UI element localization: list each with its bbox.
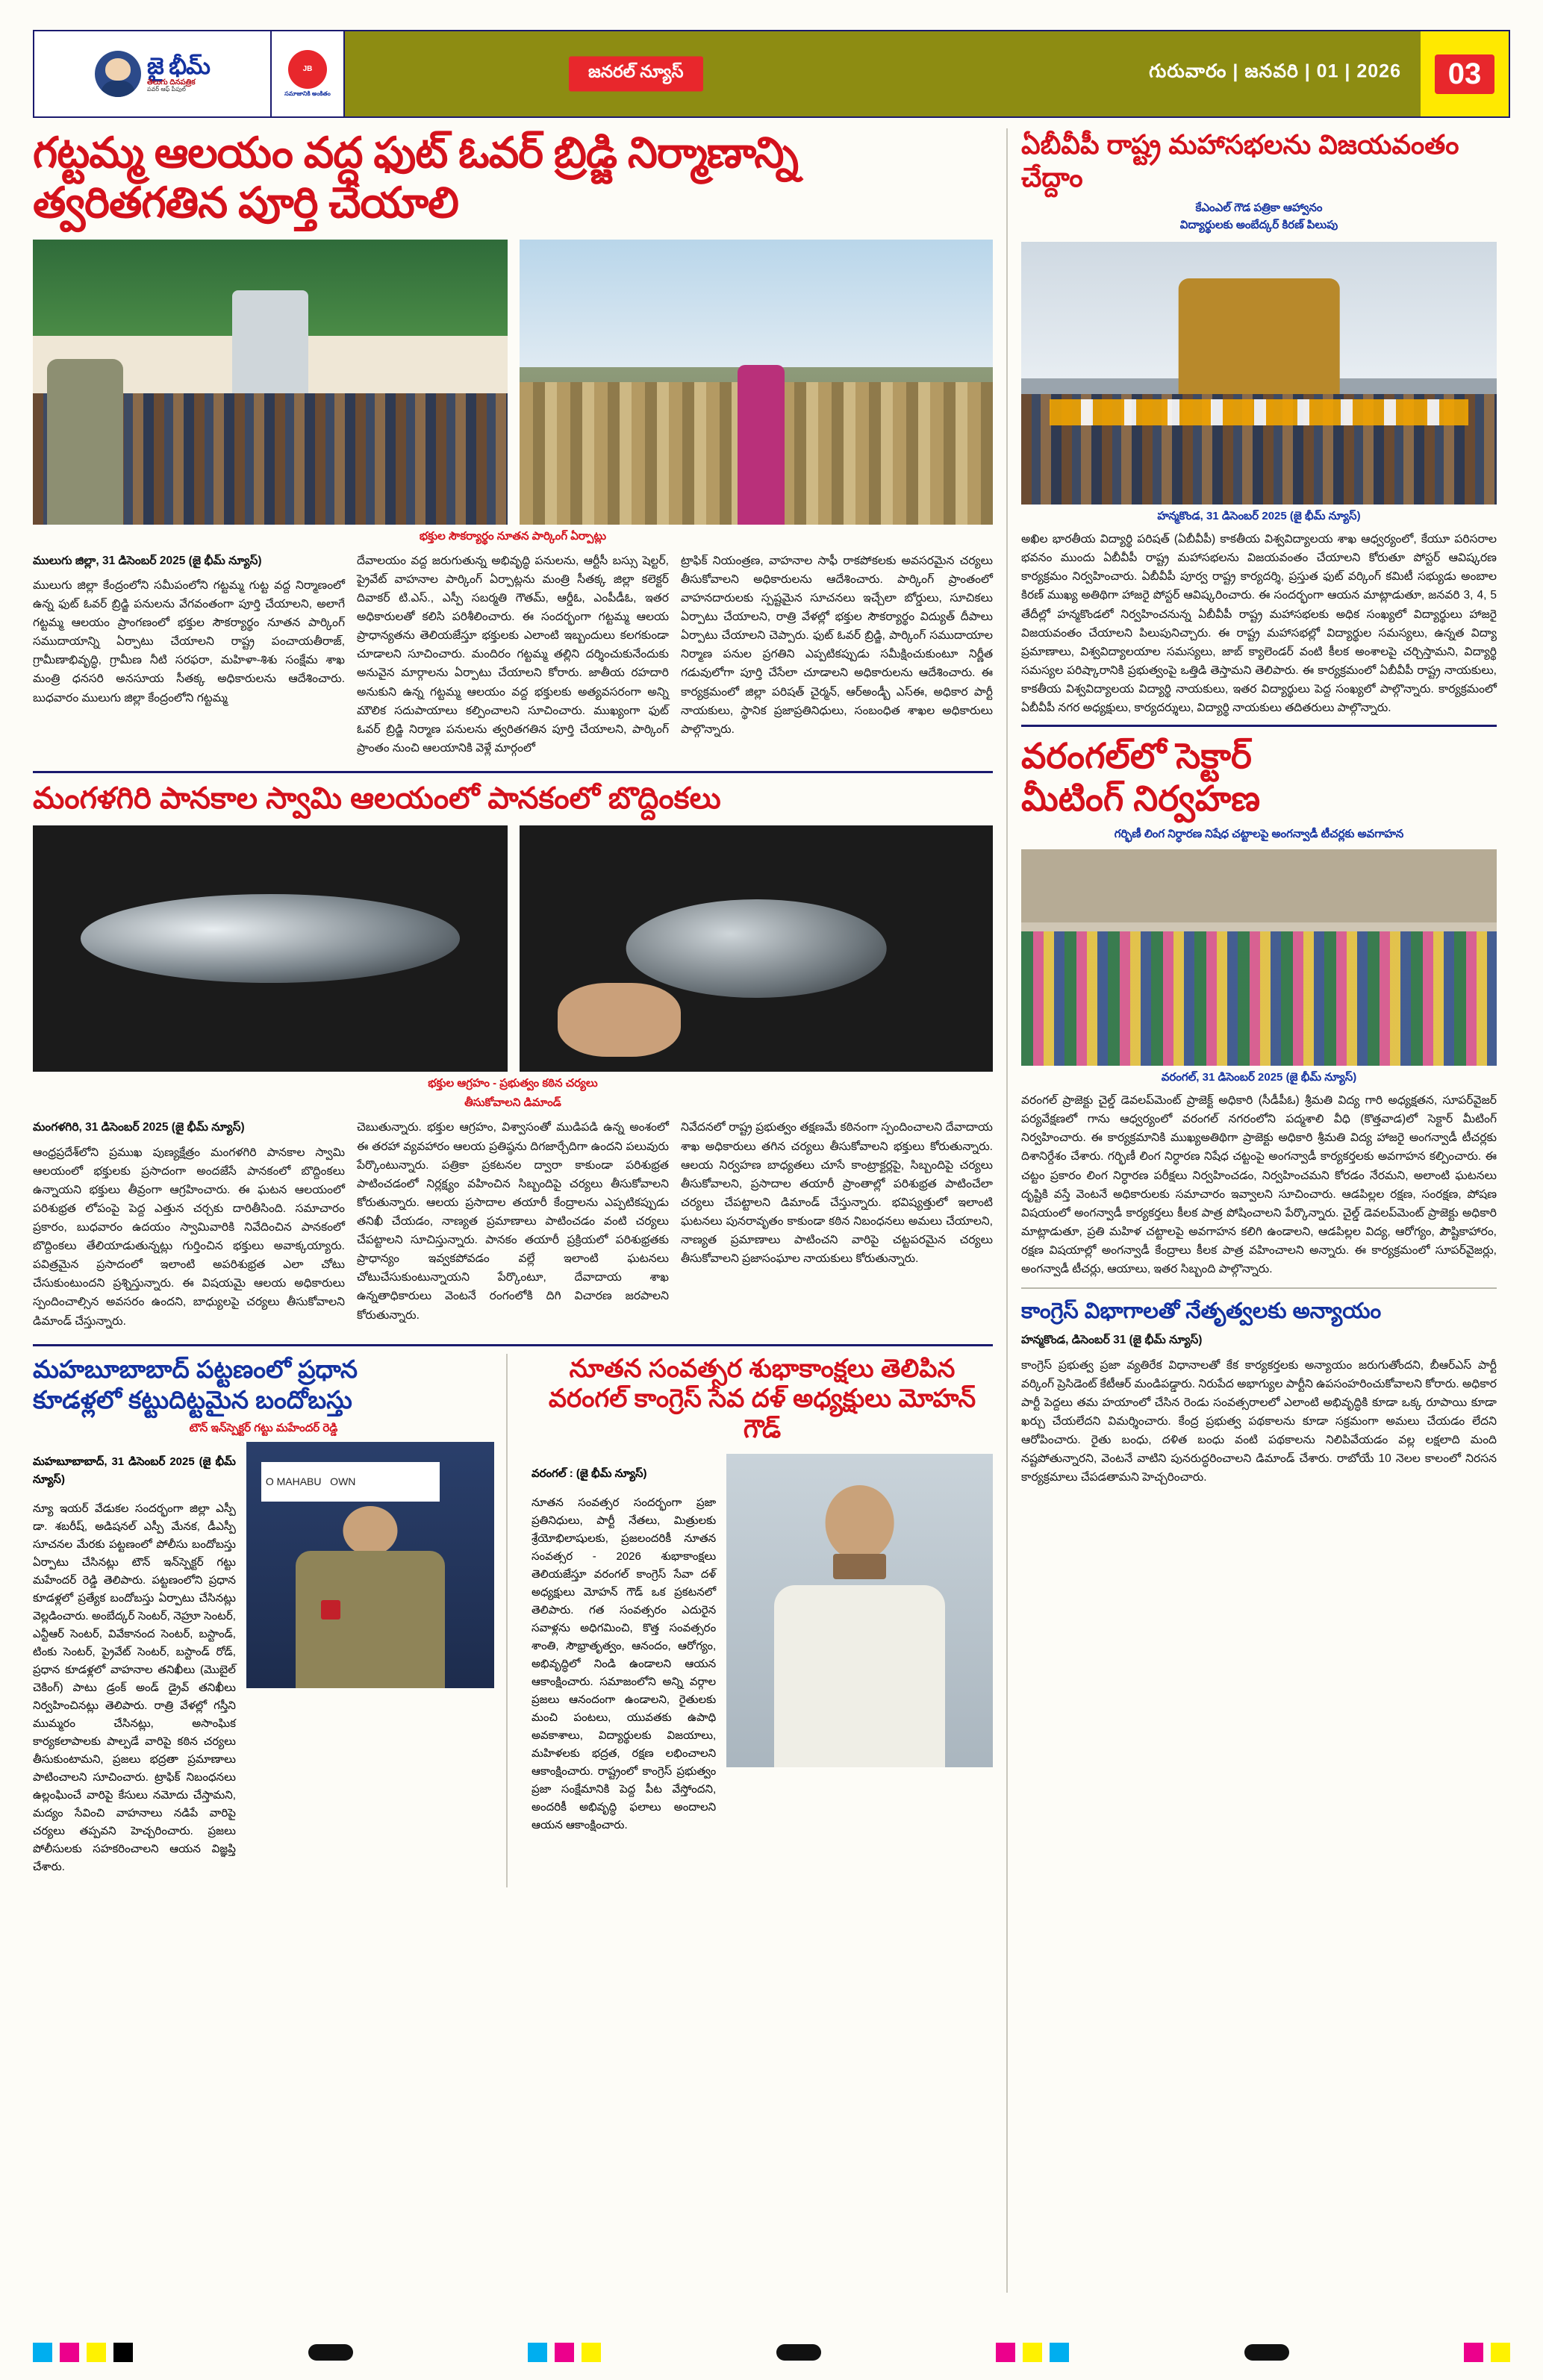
logo-title: జై భీమ్	[147, 53, 210, 80]
divider-3	[1021, 725, 1497, 727]
left-column	[33, 128, 1008, 2293]
cmyk-swatch-cyan-2	[528, 2343, 547, 2362]
warangal-sector-headline-1: వరంగల్‌లో సెక్టార్	[1021, 736, 1252, 776]
cmyk-swatch-yellow-2	[582, 2343, 601, 2362]
section-tag: జనరల్ న్యూస్	[569, 57, 703, 92]
mangalagiri-col-3	[681, 1118, 993, 1336]
mahabubabad-subhead: టౌన్ ఇన్‌స్పెక్టర్ గట్టు మహేందర్ రెడ్డి	[189, 1422, 338, 1435]
lead-col-3	[681, 552, 993, 763]
badge-caption: సమాజానికి అంకితం	[284, 90, 331, 97]
jaibheem-seal-icon: JB	[288, 50, 327, 89]
mangalagiri-caption-1: భక్తుల ఆగ్రహం - ప్రభుత్వం కఠిన చర్యలు	[428, 1076, 598, 1090]
warangal-congress-photo	[726, 1454, 993, 1767]
mangalagiri-dateline: మంగళగిరి, 31 డిసెంబర్ 2025 (జై భీమ్ న్యూస్)	[33, 1121, 245, 1134]
mangalagiri-col-2	[357, 1118, 669, 1336]
mangalagiri-photo-1	[33, 825, 508, 1072]
right-column	[1008, 128, 1497, 2293]
lead-text-3: ట్రాఫిక్ నియంత్రణ, వాహనాల సాఫీ రాకపోకలకు అవసరమైన చర్యలు తీసుకోవాలని అధికారులను ఆదేశించారు. పార్కింగ్ ప్రాంతంలో వాహనదారులకు స్పష్టమైన సూచనలు ఇచ్చేలా బోర్డులు, సూచికలు ఏర్పాటు చేయాలని, రాత్రి వేళల్లో భక్తుల సౌకర్యార్థం విద్యుత్ దీపాలు ఏర్పాటు చేయాలని చెప్పారు. ఫుట్ ఓవర్ బ్రిడ్జి, పార్కింగ్ సముదాయాల నిర్మాణ పనుల ప్రగతిని ఎప్పటికప్పుడు సమీక్షించుకుంటూ నిర్ణీత గడువులోగా పూర్తి చేసేలా చూడాలని అధికారులను ఆదేశించారు. ఈ కార్యక్రమంలో జిల్లా పరిషత్ చైర్మన్, ఆర్అండ్బీ ఎస్ఈ, అధికార పార్టీ నాయకులు, స్థానిక ప్రజాప్రతినిధులు, సంబంధిత శాఖల అధికారులు పాల్గొన్నారు.	[681, 554, 993, 736]
congress-dept-dateline: హన్మకొండ, డిసెంబర్ 31 (జై భీమ్ న్యూస్)	[1021, 1334, 1203, 1347]
abvp-caption: హన్మకొండ, 31 డిసెంబర్ 2025 (జై భీమ్ న్యూస్)	[1157, 509, 1361, 522]
logo-subtitle: తెలుగు దినపత్రిక	[147, 78, 196, 87]
registration-mark-1	[308, 2344, 353, 2361]
warangal-sector-photo	[1021, 849, 1497, 1066]
congress-dept-article	[1021, 1298, 1497, 1487]
lead-text-1: ములుగు జిల్లా కేంద్రంలోని సమీపంలోని గట్టమ్మ గుట్ట వద్ద నిర్మాణంలో ఉన్న ఫుట్ ఓవర్ బ్రిడ్జి పనులను వేగవంతంగా పూర్తి చేయాలని, అలాగే గట్టమ్మ ఆలయం ప్రాంగణంలో భక్తుల సౌకర్యార్థం నూతన పార్కింగ్ సముదాయాన్ని ఏర్పాటు చేయాలని రాష్ట్ర పంచాయతీరాజ్, గ్రామీణాభివృద్ధి, గ్రామీణ నీటి సరఫరా, మహిళా-శిశు సంక్షేమ శాఖ మంత్రి ధనసరి అనసూయ సీతక్క అధికారులను ఆదేశించారు. బుధవారం ములుగు జిల్లా కేంద్రంలోని గట్టమ్మ	[33, 578, 345, 705]
abvp-sub-2: విద్యార్థులకు అంబేద్కర్ కిరణ్ పిలుపు	[1179, 218, 1338, 231]
cmyk-swatch-yellow-4	[1491, 2343, 1510, 2362]
cmyk-registration-bar	[33, 2341, 1510, 2364]
page-number-container	[1421, 31, 1509, 116]
lead-article	[33, 128, 993, 763]
registration-mark-2	[776, 2344, 821, 2361]
cmyk-swatch-yellow-3	[1023, 2343, 1042, 2362]
divider	[33, 771, 993, 773]
abvp-headline: ఏబీవీపీ రాష్ట్ర మహాసభలను విజయవంతం చేద్దాం	[1021, 129, 1459, 193]
logo-badge	[272, 31, 345, 116]
cmyk-swatch-black	[113, 2343, 133, 2362]
page-number: 03	[1435, 54, 1495, 94]
mahabubabad-photo: O MAHABU OWN	[246, 1442, 494, 1688]
mahabubabad-text: న్యూ ఇయర్ వేడుకల సందర్భంగా జిల్లా ఎస్పీ డా. శబరీష్, అడిషనల్ ఎస్పీ మేనక, డీఎస్పీ సూచనల మేరకు పట్టణంలో పోలీసు బందోబస్తు ఏర్పాటు చేసినట్లు టౌన్ ఇన్‌స్పెక్టర్ గట్టు మహేందర్ రెడ్డి తెలిపారు. పట్టణంలోని ప్రధాన కూడళ్లలో ప్రత్యేక బందోబస్తు ఏర్పాటు చేసినట్లు వెల్లడించారు. అంబేద్కర్ సెంటర్, నెహ్రూ సెంటర్, ఎన్టీఆర్ సెంటర్, వివేకానంద సెంటర్, బస్టాండ్, టింకు సెంటర్, ప్రైవేట్ సెంటర్, బస్టాండ్ రోడ్, ప్రధాన కూడళ్లలో వాహనాల తనిఖీలు (మొబైల్ చెకింగ్) పాటు డ్రంక్ అండ్ డ్రైవ్ తనిఖీలు నిర్వహించినట్లు తెలిపారు. రాత్రి వేళల్లో గస్తీని ముమ్మరం చేసినట్లు, అసాంఘిక కార్యకలాపాలకు పాల్పడే వారిపై కఠిన చర్యలు తీసుకుంటామని, ప్రజలు భద్రతా ప్రమాణాలు పాటించాలని సూచించారు. ట్రాఫిక్ నిబంధనలు ఉల్లంఘించే వారిపై కేసులు నమోదు చేస్తామని, మద్యం సేవించి వాహనాలు నడిపే వారిపై చర్యలు తప్పవని హెచ్చరించారు. ప్రజలు పోలీసులకు సహకరించాలని ఆయన విజ్ఞప్తి చేశారు.	[33, 1502, 236, 1874]
registration-mark-3	[1244, 2344, 1289, 2361]
congress-dept-body: కాంగ్రెస్ ప్రభుత్వ ప్రజా వ్యతిరేక విధానాలతో కేక కార్యకర్తలకు అన్యాయం జరుగుతోందని, బీఆర్ఎస్ పార్టీ వర్కింగ్ ప్రెసిడెంట్ కేటీఆర్ మండిపడ్డారు. నిరుపేద అభాగ్యుల పార్టీని ఉపసంహరించుకోవాలని కోరారు. అధికార పార్టీ పెద్దలు తమ హయాంలో చేసిన రెండు సంవత్సరాలలో ఎలాంటి అభివృద్ధికి కూడా ఒక్క రూపాయి కూడా ఖర్చు చేయలేదని విమర్శించారు. కేంద్ర ప్రభుత్వ పథకాలను కూడా సక్రమంగా అమలు చేయడం లేదని ఆరోపించారు. రైతు బంధు, దళిత బంధు వంటి పథకాలను నిలిపివేయడం వల్ల లక్షలాది మంది నష్టపోతున్నారని, వెంటనే వాటిని పునరుద్ధరించాలని డిమాండ్ చేశారు. రాబోయే 10 నెలల కాలంలో నిరసన కార్యక్రమాలు చేపడతామని హెచ్చరించారు.	[1021, 1358, 1497, 1484]
abvp-photo	[1021, 242, 1497, 505]
lead-headline: గట్టమ్మ ఆలయం వద్ద ఫుట్ ఓవర్ బ్రిడ్జి నిర్మాణాన్ని త్వరితగతిన పూర్తి చేయాలి	[33, 129, 798, 228]
mahabubabad-dateline: మహబూబాబాద్, 31 డిసెంబర్ 2025 (జై భీమ్ న్యూస్)	[33, 1455, 236, 1487]
abvp-body: అఖిల భారతీయ విద్యార్థి పరిషత్ (ఏబీవీపీ) కాకతీయ విశ్వవిద్యాలయ శాఖ ఆధ్వర్యంలో, కేయూ పరిసరాల భవనం ముందు ఏబీవీపీ రాష్ట్ర మహాసభలను విజయవంతం చేయాలని కోరుతూ పోస్టర్ ఆవిష్కరణ కార్యక్రమం నిర్వహించారు. ఏబీవీపీ పూర్వ రాష్ట్ర కార్యదర్శి, ప్రస్తుత ఫుట్ వర్కింగ్ కమిటీ సభ్యుడు అంబాల కిరణ్ ముఖ్య అతిథిగా హాజరై పోస్టర్ ఆవిష్కరించారు. ఈ సందర్భంగా ఆయన మాట్లాడుతూ, జనవరి 3, 4, 5 తేదీల్లో హన్మకొండలో నిర్వహించనున్న ఏబీవీపీ రాష్ట్ర మహాసభలకు అధిక సంఖ్యలో విద్యార్థులు హాజరై విజయవంతం చేయాలని పిలుపునిచ్చారు. ఈ రాష్ట్ర మహాసభల్లో విద్యార్థుల సమస్యలు, ఉన్నత విద్యా ప్రమాణాలు, విశ్వవిద్యాలయాల సమస్యలు, జాబ్ క్యాలెండర్ వంటి కీలక అంశాలపై చర్చిస్తామని, విద్యార్థి సమస్యల పరిష్కారానికి ప్రభుత్వంపై ఒత్తిడి తెస్తామని తెలిపారు. ఈ కార్యక్రమంలో ఏబీవీపీ రాష్ట్ర నాయకులు, కాకతీయ విశ్వవిద్యాలయ విద్యార్థి నాయకులు, ఇతర విద్యార్థులు పెద్ద సంఖ్యలో పాల్గొన్నారు. కార్యక్రమంలో ఏబీవీపీ నగర అధ్యక్షులు, కార్యదర్శులు, విద్యార్థి నాయకులు తదితరులు పాల్గొన్నారు.	[1021, 533, 1497, 715]
congress-dept-headline: కాంగ్రెస్ విభాగాలతో నేతృత్వలకు అన్యాయం	[1021, 1299, 1382, 1324]
lead-col-2	[357, 552, 669, 763]
warangal-sector-article	[1021, 734, 1497, 1278]
lead-col-1	[33, 552, 345, 763]
logo-tagline: పవర్ ఆఫ్ పీపుల్	[147, 86, 186, 93]
cmyk-swatch-magenta-3	[996, 2343, 1015, 2362]
divider-4	[1021, 1287, 1497, 1289]
cmyk-swatch-magenta-2	[555, 2343, 574, 2362]
mangalagiri-col-1	[33, 1118, 345, 1336]
warangal-sector-body: వరంగల్ ప్రాజెక్టు చైల్డ్ డెవలప్‌మెంట్ ప్రాజెక్ట్ అధికారి (సీడీపీఓ) శ్రీమతి విద్య గారి అధ్యక్షతన, సూపర్‌వైజర్ పర్యవేక్షణలో గాను ఆధ్వర్యంలో వరంగల్ నగరంలోని పద్మశాలి వీధి (కొత్తవాడ)లో సెక్టార్ మీటింగ్ నిర్వహించారు. ఈ కార్యక్రమానికి ముఖ్యఅతిథిగా ప్రాజెక్టు అధికారి శ్రీమతి విద్య హాజరై అంగన్వాడీ టీచర్లకు దిశానిర్దేశం చేశారు. గర్భిణీ లింగ నిర్ధారణ నిషేధ చట్టంపై అంగన్వాడీ కార్యకర్తలకు అవగాహన కల్పించారు. ఈ చట్టం ప్రకారం లింగ నిర్ధారణ పరీక్షలు నిర్వహించడం, నిర్వహించమని కోరడం నేరమని, అలాంటి ఘటనలు దృష్టికి వస్తే వెంటనే అధికారులకు సమాచారం ఇవ్వాలని సూచించారు. ఆడపిల్లల రక్షణ, సంరక్షణ, పోషణ విషయంలో అంగన్వాడీ కార్యకర్తలు కీలక పాత్ర పోషించాలని పేర్కొన్నారు. చైల్డ్ డెవలప్‌మెంట్ ప్రాజెక్టు అధికారి మాట్లాడుతూ, ప్రతి మహిళ చట్టాలపై అవగాహన కలిగి ఉండాలని, ఆడపిల్లల విద్య, ఆరోగ్యం, పౌష్టికాహారం, రక్షణ విషయాల్లో అంగన్వాడీ కేంద్రాలు కీలక పాత్ర వహించాలని అన్నారు. ఈ కార్యక్రమంలో సూపర్‌వైజర్లు, అంగన్వాడీ టీచర్లు, ఆయాలు, ఇతర సిబ్బంది పాల్గొన్నారు.	[1021, 1094, 1497, 1276]
warangal-congress-text: నూతన సంవత్సర సందర్భంగా ప్రజా ప్రతినిధులు, పార్టీ నేతలు, మిత్రులకు శ్రేయోభిలాషులకు, ప్రజలందరికీ నూతన సంవత్సర - 2026 శుభాకాంక్షలు తెలియజేస్తూ వరంగల్ కాంగ్రెస్ సేవా దళ్ అధ్యక్షులు మోహన్ గౌడ్ ఒక ప్రకటనలో తెలిపారు. గత సంవత్సరం ఎదురైన సవాళ్లను అధిగమించి, కొత్త సంవత్సరం శాంతి, సౌభ్రాతృత్వం, ఆనందం, ఆరోగ్యం, అభివృద్ధిలో నిండి ఉండాలని ఆయన ఆకాంక్షించారు. సమాజంలోని అన్ని వర్గాల ప్రజలు ఆనందంగా ఉండాలని, రైతులకు మంచి పంటలు, యువతకు ఉపాధి అవకాశాలు, విద్యార్థులకు విజయాలు, మహిళలకు భద్రత, రక్షణ లభించాలని ఆకాంక్షించారు. రాష్ట్రంలో కాంగ్రెస్ ప్రభుత్వం ప్రజా సంక్షేమానికి పెద్ద పీట వేస్తోందని, అందరికీ అభివృద్ధి ఫలాలు అందాలని ఆయన ఆకాంక్షించారు.	[532, 1496, 717, 1832]
warangal-congress-headline: నూతన సంవత్సర శుభాకాంక్షలు తెలిపిన వరంగల్ కాంగ్రెస్ సేవ దళ్ అధ్యక్షులు మోహన్ గౌడ్	[548, 1354, 976, 1444]
abvp-sub-1: కేఎంఎల్ గౌడ పత్రికా ఆహ్వానం	[1195, 201, 1323, 214]
mangalagiri-text-2: చెబుతున్నారు. భక్తుల ఆగ్రహం, విశ్వాసంతో ముడిపడి ఉన్న అంశంలో ఈ తరహా వ్యవహారం ఆలయ ప్రతిష్ఠను దిగజార్చేదిగా ఉందని పలువురు పేర్కొంటున్నారు. పత్రికా ప్రకటనల ద్వారా కాకుండా పరిశుభ్రత పాటించడంలో నిర్లక్ష్యం వహించిన సిబ్బందిపై చర్యలు తీసుకోవాలని కోరుతున్నారు. ఆలయ ప్రసాదాల తయారీ కేంద్రాలను ఎప్పటికప్పుడు తనిఖీ చేయడం, నాణ్యత ప్రమాణాలు పాటించడం వంటి చర్యలు చేపట్టాలని సూచిస్తున్నారు. పానకం తయారీ ప్రక్రియలో పరిశుభ్రతకు ప్రాధాన్యం ఇవ్వకపోవడం వల్లే ఇలాంటి ఘటనలు చోటుచేసుకుంటున్నాయని పేర్కొంటూ, దేవాదాయ శాఖ ఉన్నతాధికారులు వెంటనే రంగంలోకి దిగి విచారణ జరపాలని కోరుతున్నారు.	[357, 1121, 669, 1322]
cmyk-swatch-magenta-4	[1464, 2343, 1483, 2362]
mangalagiri-photo-2	[520, 825, 993, 1072]
mahabubabad-headline-2: కూడళ్లలో కట్టుదిట్టమైన బందోబస్తు	[33, 1385, 352, 1414]
lead-dateline: ములుగు జిల్లా, 31 డిసెంబర్ 2025 (జై భీమ్ న్యూస్)	[33, 554, 262, 567]
masthead-banner	[345, 31, 1421, 116]
masthead	[33, 30, 1510, 118]
mangalagiri-article	[33, 781, 993, 1337]
warangal-sector-headline-2: మీటింగ్ నిర్వహణ	[1021, 778, 1261, 819]
issue-date: గురువారం | జనవరి | 01 | 2026	[1149, 60, 1401, 82]
warangal-sector-caption: వరంగల్, 31 డిసెంబర్ 2025 (జై భీమ్ న్యూస్)	[1161, 1070, 1357, 1084]
warangal-sector-sub: గర్భిణీ లింగ నిర్ధారణ నిషేధ చట్టాలపై అంగన్వాడీ టీచర్లకు అవగాహన	[1114, 827, 1404, 840]
warangal-congress-article	[520, 1354, 993, 1888]
logo-portrait-icon	[95, 51, 141, 97]
divider-2	[33, 1344, 993, 1346]
mangalagiri-text-1: ఆంధ్రప్రదేశ్‌లోని ప్రముఖ పుణ్యక్షేత్రం మంగళగిరి పానకాల స్వామి ఆలయంలో భక్తులకు ప్రసాదంగా అందజేసే పానకంలో బొద్దింకలు ఉన్నాయని భక్తులు తీవ్రంగా ఆగ్రహించారు. ఈ ఘటన ఆలయంలో పరిశుభ్రత లోపంపై పెద్ద ఎత్తున చర్చకు దారితీసింది. సమాచారం ప్రకారం, బుధవారం ఉదయం స్వామివారికి నివేదించిన పానకంలో బొద్దింకలు తేలియాడుతున్నట్లు గుర్తించిన భక్తులు అవాక్కయ్యారు. పవిత్రమైన ప్రసాదంలో ఇలాంటి అపరిశుభ్రత ఎలా చోటు చేసుకుంటుందని ప్రశ్నిస్తున్నారు. ఈ విషయమై ఆలయ అధికారులు స్పందించాల్సిన అవసరం ఉందని, బాధ్యులపై చర్యలు తీసుకోవాలని డిమాండ్ చేస్తున్నారు.	[33, 1146, 345, 1328]
lead-photo-caption: భక్తుల సౌకర్యార్థం నూతన పార్కింగ్ ఏర్పాట్లు	[419, 529, 607, 543]
mahabubabad-headline-1: మహబూబాబాద్ పట్టణంలో ప్రధాన	[33, 1355, 358, 1383]
cmyk-swatch-yellow	[87, 2343, 106, 2362]
warangal-congress-dateline: వరంగల్ : (జై భీమ్ న్యూస్)	[532, 1467, 647, 1481]
cmyk-swatch-magenta	[60, 2343, 79, 2362]
newspaper-logo	[34, 31, 272, 116]
mahabubabad-article	[33, 1354, 508, 1888]
lead-photo-2	[520, 240, 993, 525]
lead-text-2: దేవాలయం వద్ద జరుగుతున్న అభివృద్ధి పనులను, ఆర్టీసీ బస్సు షెల్టర్, ప్రైవేట్ వాహనాల పార్కింగ్ ఏర్పాట్లను మంత్రి సీతక్క జిల్లా కలెక్టర్ దివాకర్ టి.ఎస్., ఎస్పీ సబర్మతి గౌతమ్, ఆర్డీఓ, ఎంపీడీఓ, ఇతర అధికారులతో కలిసి పరిశీలించారు. ఈ సందర్భంగా గట్టమ్మ ఆలయ ప్రాధాన్యతను తెలియజేస్తూ భక్తులకు ఎలాంటి ఇబ్బందులు కలగకుండా చూడాలని సూచించారు. మందిరం గట్టమ్మ తల్లిని దర్శించుకునేందుకు అనువైన మార్గాలను ఏర్పాటు చేయాలని కోరారు. జాతీయ రహదారి అనుకుని ఉన్న గట్టమ్మ ఆలయం వద్ద భక్తులకు అత్యవసరంగా అన్ని మౌలిక సదుపాయాలు కల్పించాలని సూచించారు. ముఖ్యంగా ఫుట్ ఓవర్ బ్రిడ్జి నిర్మాణ పనులను త్వరితగతిన పూర్తి చేయాలని, పార్కింగ్ ప్రాంతం నుంచి ఆలయానికి వెళ్లే మార్గంలో	[357, 554, 669, 755]
cmyk-swatch-cyan	[33, 2343, 52, 2362]
mangalagiri-headline: మంగళగిరి పానకాల స్వామి ఆలయంలో పానకంలో బొద్దింకలు	[33, 781, 721, 815]
cmyk-swatch-cyan-3	[1050, 2343, 1069, 2362]
mangalagiri-caption-2: తీసుకోవాలని డిమాండ్	[464, 1096, 561, 1110]
lead-photo-1	[33, 240, 508, 525]
abvp-article	[1021, 128, 1497, 717]
mangalagiri-text-3: నివేదనలో రాష్ట్ర ప్రభుత్వం తక్షణమే కఠినంగా స్పందించాలని దేవాదాయ శాఖ అధికారులు తగిన చర్యలు తీసుకోవాలని భక్తులు కోరుతున్నారు. ఆలయ నిర్వహణ బాధ్యతలు చూసే కాంట్రాక్టర్లపై, సిబ్బందిపై చర్యలు తీసుకోవాలని, ప్రసాదాల తయారీ ప్రాంతాల్లో పరిశుభ్రత పాటించేలా చర్యలు చేపట్టాలని డిమాండ్ చేస్తున్నారు. భవిష్యత్తులో ఇలాంటి ఘటనలు పునరావృతం కాకుండా కఠిన నిబంధనలు అమలు చేయాలని, నాణ్యత ప్రమాణాలు పాటించని వారిపై చట్టపరమైన చర్యలు తీసుకోవాలని ప్రజాసంఘాల నాయకులు కోరుతున్నారు.	[681, 1121, 993, 1266]
